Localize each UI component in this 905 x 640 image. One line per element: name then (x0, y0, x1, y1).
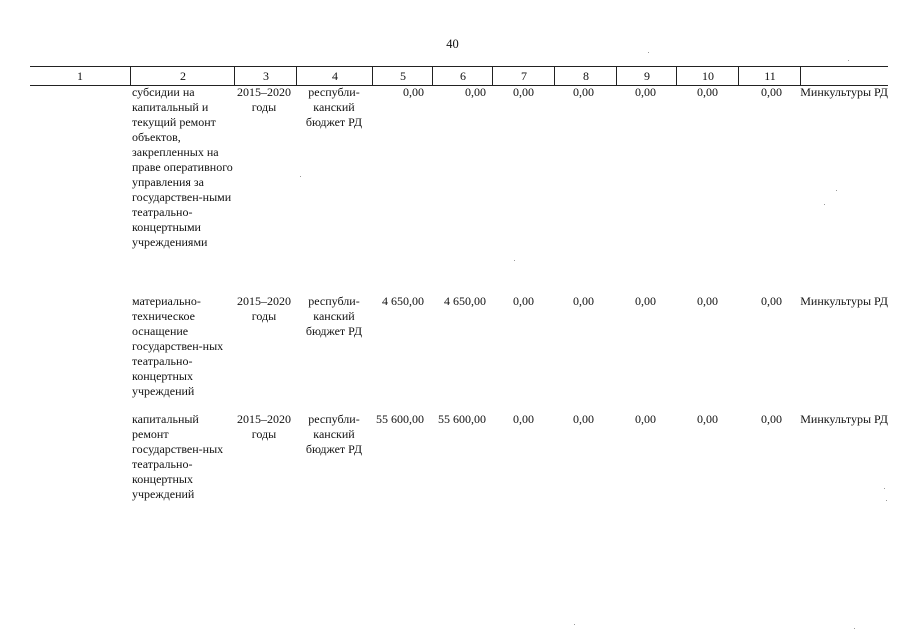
row-description: материально-техническое оснащение государствен-ных театрально-концертных учреждений (132, 294, 224, 398)
scan-speck (574, 624, 575, 625)
header-col-7: 7 (492, 67, 555, 85)
row-executor: Минкультуры РД (800, 294, 888, 308)
scan-speck (824, 204, 825, 205)
row-value-col-8: 0,00 (573, 412, 594, 426)
row-funding-source: республи-канский бюджет РД (305, 85, 363, 129)
row-value-col-10: 0,00 (697, 412, 718, 426)
scan-speck (300, 176, 301, 177)
scan-speck (514, 260, 515, 261)
row-value-col-7: 0,00 (513, 85, 534, 99)
row-description: капитальный ремонт государствен-ных театрально-концертных учреждений (132, 412, 224, 501)
row-executor: Минкультуры РД (800, 412, 888, 426)
header-col-8: 8 (554, 67, 617, 85)
row-value-col-10: 0,00 (697, 294, 718, 308)
row-value-col-10: 0,00 (697, 85, 718, 99)
header-col-12 (800, 67, 889, 85)
row-value-col-8: 0,00 (573, 294, 594, 308)
scan-speck (886, 500, 887, 501)
row-value-col-6: 4 650,00 (444, 294, 486, 308)
table-header (30, 66, 888, 86)
header-col-4: 4 (296, 67, 373, 85)
row-value-col-7: 0,00 (513, 294, 534, 308)
row-value-col-11: 0,00 (761, 85, 782, 99)
scan-speck (848, 60, 849, 61)
row-value-col-11: 0,00 (761, 294, 782, 308)
header-col-10: 10 (676, 67, 739, 85)
row-funding-source: республи-канский бюджет РД (305, 294, 363, 338)
row-value-col-9: 0,00 (635, 85, 656, 99)
row-value-col-8: 0,00 (573, 85, 594, 99)
row-years: 2015–2020 годы (237, 294, 291, 323)
header-col-11: 11 (738, 67, 801, 85)
row-funding-source: республи-канский бюджет РД (305, 412, 363, 456)
scan-speck (648, 52, 649, 53)
row-value-col-5: 55 600,00 (376, 412, 424, 426)
row-value-col-7: 0,00 (513, 412, 534, 426)
row-executor: Минкультуры РД (800, 85, 888, 99)
row-value-col-5: 0,00 (403, 85, 424, 99)
row-value-col-6: 55 600,00 (438, 412, 486, 426)
scan-speck (836, 190, 837, 191)
header-col-9: 9 (616, 67, 677, 85)
scan-speck (884, 488, 885, 489)
row-value-col-6: 0,00 (465, 85, 486, 99)
row-value-col-9: 0,00 (635, 294, 656, 308)
row-description: субсидии на капитальный и текущий ремонт объектов, закрепленных на праве оперативного управления за государствен-ными театрально-концертными учреждениями (132, 85, 233, 249)
page-number: 40 (446, 37, 459, 51)
row-value-col-9: 0,00 (635, 412, 656, 426)
row-value-col-5: 4 650,00 (382, 294, 424, 308)
header-col-5: 5 (372, 67, 433, 85)
row-years: 2015–2020 годы (237, 412, 291, 441)
header-col-1: 1 (77, 69, 83, 83)
row-years: 2015–2020 годы (237, 85, 291, 114)
header-col-6: 6 (432, 67, 493, 85)
scan-speck (854, 628, 855, 629)
header-col-2: 2 (130, 67, 235, 85)
row-value-col-11: 0,00 (761, 412, 782, 426)
header-col-3: 3 (234, 67, 297, 85)
